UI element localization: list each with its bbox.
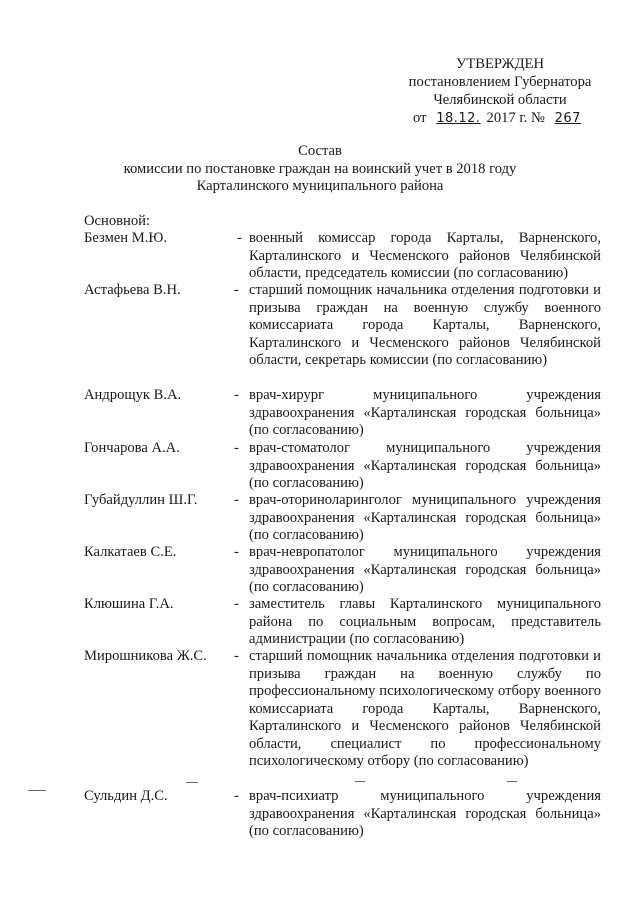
member-name: Астафьева В.Н. [84, 282, 181, 298]
member-name: Мирошникова Ж.С. [84, 648, 207, 664]
member-role: военный комиссар города Карталы, Варненского, Карталинского и Чесменского районов Челябинской области, председатель комиссии (по согласованию) [249, 230, 601, 281]
member-role: врач-невропатолог муниципального учреждения здравоохранения «Карталинская городская больница» (по согласованию) [249, 544, 601, 595]
member-name: Андрощук В.А. [84, 387, 182, 403]
member-dash: - [237, 230, 242, 246]
member-role: врач-стоматолог муниципального учреждения здравоохранения «Карталинская городская больница» (по согласованию) [249, 440, 601, 491]
approval-decree: постановлением Губернатора [408, 74, 592, 90]
member-role: заместитель главы Карталинского муниципального района по социальным вопросам, представитель администрации (по согласованию) [249, 596, 601, 647]
approval-title: УТВЕРЖДЕН [456, 56, 544, 72]
scan-artifact-line [355, 781, 365, 782]
member-dash: - [234, 440, 239, 456]
member-name: Безмен М.Ю. [84, 230, 168, 246]
title-line-3: Карталинского муниципального района [196, 178, 444, 194]
member-role: старший помощник начальника отделения подготовки и призыва граждан на военную службу военного комиссариата города Карталы, Варненского, Карталинского и Чесменского районов Челябинской области, секретарь комиссии (по согласованию) [249, 282, 601, 368]
approval-date-line [380, 109, 620, 128]
member-role: старший помощник начальника отделения подготовки и призыва граждан на военную службу по профессиональному психологическому отбору военного комиссариата города Карталы, Варненского, Карталинского и Чесменского районов Челябинской области, специалист по профессиональному психологическому отбору (по согласованию) [249, 648, 601, 769]
member-name: Губайдуллин Ш.Г. [84, 492, 198, 508]
member-dash: - [234, 492, 239, 508]
member-name: Калкатаев С.Е. [84, 544, 177, 560]
approval-region: Челябинской области [433, 92, 567, 108]
date-handwritten: 18.12. [436, 111, 481, 126]
scan-artifact-line [28, 790, 46, 791]
member-role: врач-оториноларинголог муниципального учреждения здравоохранения «Карталинская городская больница» (по согласованию) [249, 492, 601, 543]
title-line-1: Состав [298, 143, 342, 159]
member-dash: - [234, 596, 239, 612]
date-prefix: от [413, 110, 427, 126]
member-dash: - [234, 544, 239, 560]
scan-artifact-line [507, 781, 517, 782]
document-title [60, 143, 580, 196]
section-label: Основной: [84, 213, 150, 229]
approval-stamp [380, 55, 620, 128]
member-dash: - [234, 387, 239, 403]
member-dash: - [234, 788, 239, 804]
number-handwritten: 267 [554, 111, 581, 126]
member-role: врач-хирург муниципального учреждения здравоохранения «Карталинская городская больница» (по согласованию) [249, 387, 601, 438]
title-line-2: комиссии по постановке граждан на воинский учет в 2018 году [123, 160, 517, 177]
member-dash: - [234, 282, 239, 298]
member-dash: - [234, 648, 239, 664]
member-name: Клюшина Г.А. [84, 596, 174, 612]
scan-artifact-line [186, 782, 198, 783]
member-name: Сульдин Д.С. [84, 788, 168, 804]
date-suffix: 2017 г. № [486, 110, 545, 126]
member-role: врач-психиатр муниципального учреждения здравоохранения «Карталинская городская больница» (по согласованию) [249, 788, 601, 839]
member-name: Гончарова А.А. [84, 440, 180, 456]
